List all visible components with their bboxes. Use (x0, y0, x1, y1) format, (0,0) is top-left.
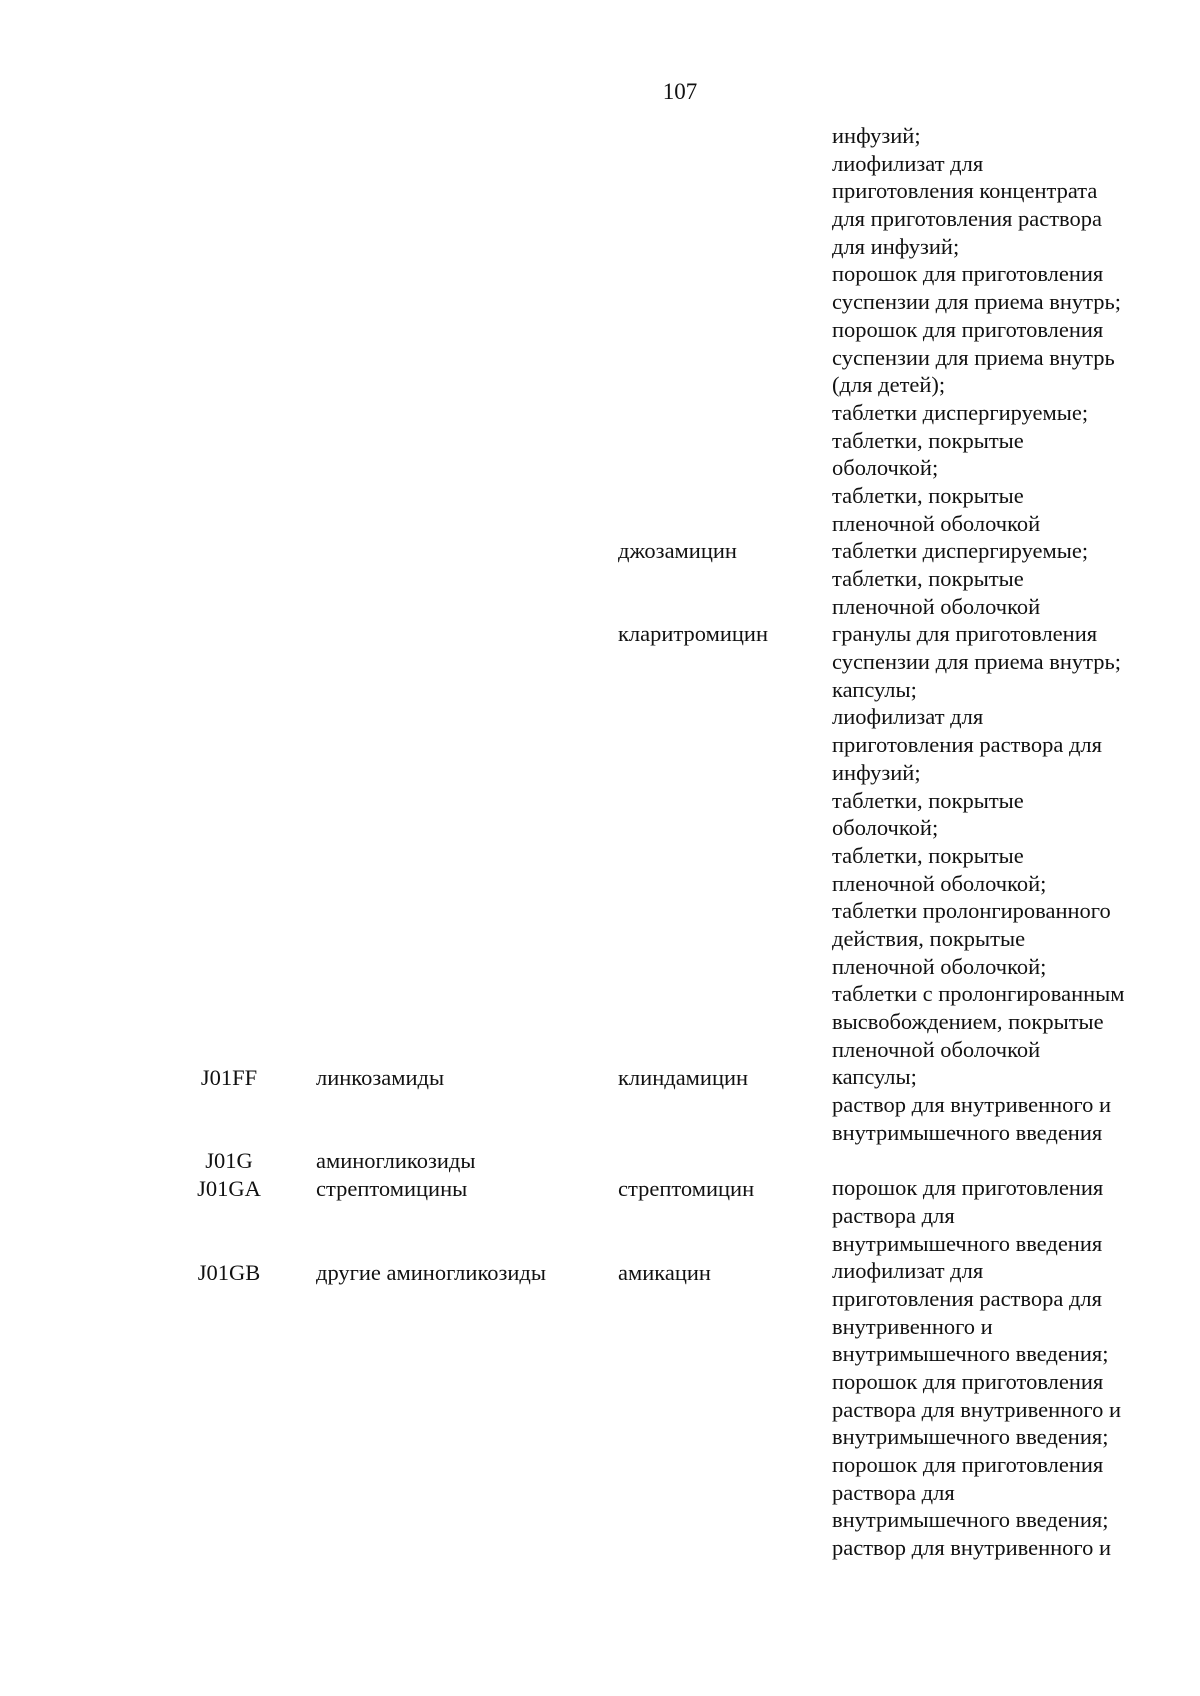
dosage-form-line: порошок для приготовления (832, 261, 1104, 287)
dosage-form-line: раствор для внутривенного и (832, 1092, 1112, 1118)
dosage-form-line: пленочной оболочкой (832, 1036, 1041, 1062)
dosage-form-line: таблетки, покрытые (832, 566, 1024, 591)
pharmacological-group: аминогликозиды (316, 1148, 476, 1173)
dosage-form-line: лиофилизат для (832, 1258, 984, 1284)
table-row (0, 537, 1200, 565)
drug-name: клиндамицин (618, 1065, 749, 1090)
atc-code: J01GA (197, 1176, 261, 1201)
dosage-form-line: инфузий; (832, 123, 921, 148)
table-row (0, 1064, 1200, 1092)
dosage-form-line: лиофилизат для (832, 150, 984, 176)
drug-name: кларитромицин (618, 621, 769, 646)
dosage-form-line: порошок для приготовления (832, 1452, 1104, 1477)
dosage-form-line: таблетки диспергируемые; (832, 399, 1089, 425)
dosage-form-line: таблетки, покрытые (832, 427, 1024, 453)
dosage-form-line: высвобождением, покрытые (832, 1009, 1104, 1034)
pharmacological-group: стрептомицины (316, 1176, 468, 1201)
dosage-form-line: приготовления концентрата (832, 178, 1098, 204)
dosage-form-line: раствора для внутривенного и (832, 1396, 1121, 1422)
dosage-form-line: для приготовления раствора (832, 206, 1102, 232)
dosage-form-line: приготовления раствора для (832, 732, 1102, 758)
dosage-form-line: таблетки диспергируемые; (832, 538, 1089, 564)
dosage-form-line: внутримышечного введения (832, 1119, 1103, 1145)
dosage-form-line: пленочной оболочкой (832, 510, 1041, 536)
dosage-form-line: таблетки пролонгированного (832, 898, 1111, 924)
dosage-form-line: таблетки с пролонгированным (832, 981, 1125, 1007)
table-row (0, 1259, 1200, 1287)
dosage-form-line: действия, покрытые (832, 925, 1026, 951)
dosage-form-line: раствора для (832, 1479, 955, 1505)
dosage-form-line: таблетки, покрытые (832, 482, 1024, 508)
dosage-form-line: порошок для приготовления (832, 1368, 1104, 1394)
drug-name: амикацин (618, 1260, 711, 1285)
dosage-form-line: порошок для приготовления (832, 1175, 1104, 1201)
pharmacological-group: линкозамиды (316, 1065, 445, 1090)
atc-code: J01GB (197, 1260, 261, 1285)
dosage-form-line: внутримышечного введения; (832, 1424, 1109, 1450)
dosage-form-line: лиофилизат для (832, 704, 984, 730)
dosage-form-line: таблетки, покрытые (832, 842, 1024, 868)
dosage-form-line: гранулы для приготовления (832, 621, 1098, 647)
dosage-form-line: внутривенного и (832, 1313, 993, 1339)
dosage-form-line: суспензии для приема внутрь (832, 344, 1115, 370)
dosage-form-line: суспензии для приема внутрь; (832, 649, 1122, 675)
dosage-form-line: порошок для приготовления (832, 316, 1104, 342)
dosage-form-line: раствор для внутривенного и (832, 1535, 1112, 1561)
dosage-form-line: внутримышечного введения; (832, 1507, 1109, 1533)
drug-name: джозамицин (618, 538, 737, 563)
dosage-form-line: для инфузий; (832, 233, 960, 259)
dosage-form-line: таблетки, покрытые (832, 787, 1024, 813)
dosage-form-line: внутримышечного введения (832, 1230, 1103, 1256)
drug-name: стрептомицин (618, 1176, 755, 1201)
page-number: 107 (662, 79, 698, 104)
dosage-form-line: оболочкой; (832, 455, 939, 481)
table-row (0, 1175, 1200, 1203)
table-row (0, 1147, 1200, 1175)
dosage-form-line: суспензии для приема внутрь; (832, 289, 1122, 315)
dosage-form-line: приготовления раствора для (832, 1285, 1102, 1311)
dosage-form-line: (для детей); (832, 372, 946, 398)
dosage-form-line: инфузий; (832, 759, 921, 785)
atc-code: J01FF (200, 1065, 258, 1090)
dosage-form-line: оболочкой; (832, 815, 939, 841)
dosage-form-line: пленочной оболочкой; (832, 953, 1047, 979)
dosage-forms-column (832, 122, 1172, 1562)
atc-code: J01G (205, 1148, 253, 1173)
dosage-form-line: капсулы; (832, 1064, 917, 1090)
table-row (0, 620, 1200, 648)
dosage-form-line: внутримышечного введения; (832, 1341, 1109, 1367)
pharmacological-group: другие аминогликозиды (316, 1260, 546, 1285)
dosage-form-line: капсулы; (832, 676, 917, 702)
dosage-form-line: пленочной оболочкой; (832, 870, 1047, 896)
dosage-form-line: раствора для (832, 1202, 955, 1228)
dosage-form-line: пленочной оболочкой (832, 593, 1041, 619)
